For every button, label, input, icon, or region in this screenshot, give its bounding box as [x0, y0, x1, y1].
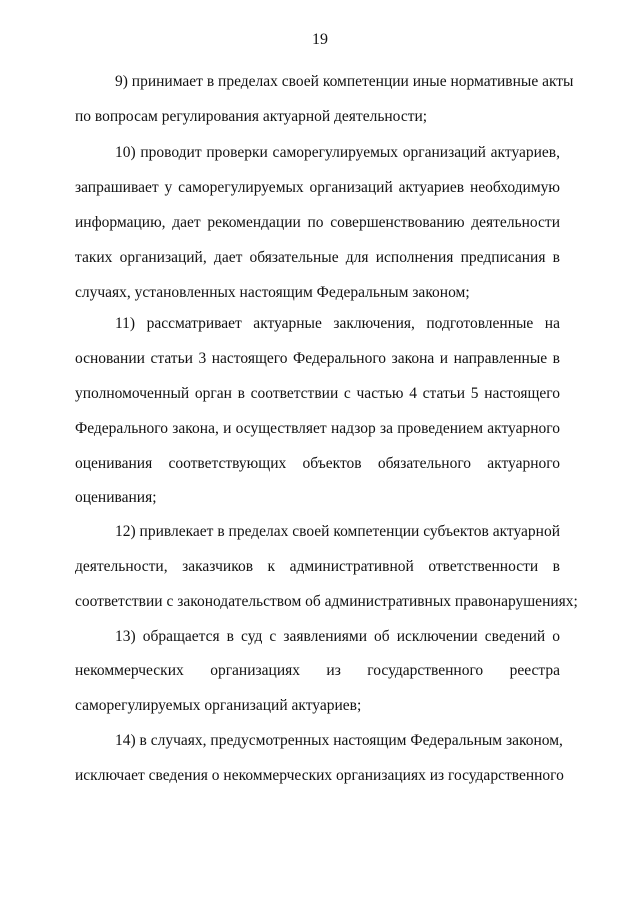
text-line: таких организаций, дает обязательные для исполнения предписания в — [75, 249, 560, 266]
text-line: уполномоченный орган в соответствии с частью 4 статьи 5 настоящего — [75, 385, 560, 402]
text-line: основании статьи 3 настоящего Федерального закона и направленные в — [75, 350, 560, 367]
text-line: случаях, установленных настоящим Федеральным законом; — [75, 284, 470, 301]
text-line: деятельности, заказчиков к административной ответственности в — [75, 558, 560, 575]
text-line: Федерального закона, и осуществляет надзор за проведением актуарного — [75, 420, 560, 437]
text-line: 11) рассматривает актуарные заключения, подготовленные на — [115, 315, 560, 332]
text-line: некоммерческих организациях из государственного реестра — [75, 662, 560, 679]
text-line: 14) в случаях, предусмотренных настоящим Федеральным законом, — [115, 732, 563, 749]
text-line: оценивания соответствующих объектов обязательного актуарного — [75, 455, 560, 472]
text-line: информацию, дает рекомендации по совершенствованию деятельности — [75, 214, 560, 231]
text-line: запрашивает у саморегулируемых организаций актуариев необходимую — [75, 179, 560, 196]
text-line: 13) обращается в суд с заявлениями об исключении сведений о — [115, 628, 560, 645]
text-line: исключает сведения о некоммерческих организациях из государственного — [75, 767, 564, 784]
page-number: 19 — [312, 31, 328, 48]
text-line: 10) проводит проверки саморегулируемых организаций актуариев, — [115, 144, 560, 161]
text-line: 9) принимает в пределах своей компетенции иные нормативные акты — [115, 73, 574, 90]
text-line: оценивания; — [75, 489, 157, 506]
text-line: 12) привлекает в пределах своей компетенции субъектов актуарной — [115, 523, 560, 540]
text-line: соответствии с законодательством об административных правонарушениях; — [75, 593, 578, 610]
text-line: саморегулируемых организаций актуариев; — [75, 697, 362, 714]
text-line: по вопросам регулирования актуарной деятельности; — [75, 108, 428, 125]
